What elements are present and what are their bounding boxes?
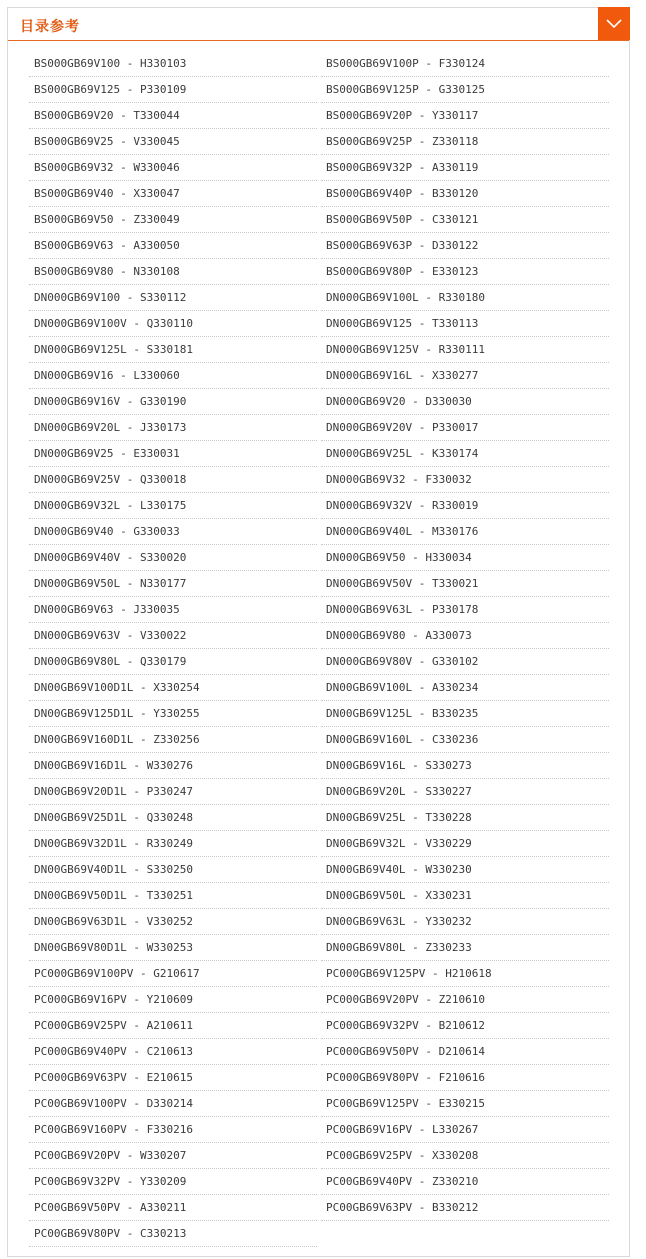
catalog-link[interactable]: BS000GB69V100 - H330103 bbox=[29, 51, 317, 77]
catalog-link[interactable]: PC00GB69V20PV - W330207 bbox=[29, 1143, 317, 1169]
catalog-link[interactable]: DN00GB69V32D1L - R330249 bbox=[29, 831, 317, 857]
catalog-link[interactable]: BS000GB69V32 - W330046 bbox=[29, 155, 317, 181]
catalog-link[interactable]: PC00GB69V80PV - C330213 bbox=[29, 1221, 317, 1247]
catalog-link[interactable]: PC000GB69V125PV - H210618 bbox=[321, 961, 609, 987]
catalog-link[interactable]: BS000GB69V40 - X330047 bbox=[29, 181, 317, 207]
catalog-link[interactable]: DN000GB69V20L - J330173 bbox=[29, 415, 317, 441]
chevron-down-icon bbox=[606, 19, 622, 29]
catalog-link[interactable]: DN00GB69V40L - W330230 bbox=[321, 857, 609, 883]
catalog-link[interactable]: DN00GB69V20D1L - P330247 bbox=[29, 779, 317, 805]
catalog-link[interactable]: BS000GB69V32P - A330119 bbox=[321, 155, 609, 181]
catalog-link[interactable]: DN00GB69V25L - T330228 bbox=[321, 805, 609, 831]
catalog-link[interactable]: BS000GB69V50P - C330121 bbox=[321, 207, 609, 233]
catalog-link[interactable]: DN000GB69V50V - T330021 bbox=[321, 571, 609, 597]
catalog-link[interactable]: PC00GB69V32PV - Y330209 bbox=[29, 1169, 317, 1195]
catalog-link[interactable]: BS000GB69V125P - G330125 bbox=[321, 77, 609, 103]
catalog-link[interactable]: DN00GB69V50L - X330231 bbox=[321, 883, 609, 909]
catalog-link[interactable]: DN000GB69V125 - T330113 bbox=[321, 311, 609, 337]
catalog-link[interactable]: BS000GB69V20P - Y330117 bbox=[321, 103, 609, 129]
catalog-link[interactable]: PC00GB69V50PV - A330211 bbox=[29, 1195, 317, 1221]
catalog-link[interactable]: DN00GB69V160D1L - Z330256 bbox=[29, 727, 317, 753]
catalog-link[interactable]: DN000GB69V125L - S330181 bbox=[29, 337, 317, 363]
catalog-link[interactable]: DN000GB69V32L - L330175 bbox=[29, 493, 317, 519]
catalog-link[interactable]: PC00GB69V125PV - E330215 bbox=[321, 1091, 609, 1117]
catalog-link[interactable]: PC000GB69V40PV - C210613 bbox=[29, 1039, 317, 1065]
catalog-link[interactable]: DN000GB69V50 - H330034 bbox=[321, 545, 609, 571]
catalog-link[interactable]: PC000GB69V20PV - Z210610 bbox=[321, 987, 609, 1013]
catalog-link[interactable]: DN000GB69V100V - Q330110 bbox=[29, 311, 317, 337]
catalog-link[interactable]: PC000GB69V32PV - B210612 bbox=[321, 1013, 609, 1039]
catalog-link[interactable]: PC00GB69V25PV - X330208 bbox=[321, 1143, 609, 1169]
catalog-link[interactable]: BS000GB69V20 - T330044 bbox=[29, 103, 317, 129]
catalog-link[interactable]: DN00GB69V63L - Y330232 bbox=[321, 909, 609, 935]
catalog-link[interactable]: DN00GB69V63D1L - V330252 bbox=[29, 909, 317, 935]
catalog-link[interactable]: DN00GB69V20L - S330227 bbox=[321, 779, 609, 805]
catalog-link[interactable]: DN000GB69V32 - F330032 bbox=[321, 467, 609, 493]
catalog-link[interactable]: DN000GB69V63V - V330022 bbox=[29, 623, 317, 649]
catalog-link[interactable]: DN000GB69V80 - A330073 bbox=[321, 623, 609, 649]
catalog-link[interactable]: DN000GB69V25L - K330174 bbox=[321, 441, 609, 467]
catalog-link[interactable]: DN000GB69V20 - D330030 bbox=[321, 389, 609, 415]
catalog-link[interactable]: DN000GB69V100 - S330112 bbox=[29, 285, 317, 311]
catalog-link[interactable]: DN000GB69V25V - Q330018 bbox=[29, 467, 317, 493]
catalog-link[interactable]: DN000GB69V50L - N330177 bbox=[29, 571, 317, 597]
catalog-link[interactable]: DN000GB69V32V - R330019 bbox=[321, 493, 609, 519]
catalog-link[interactable]: DN000GB69V100L - R330180 bbox=[321, 285, 609, 311]
catalog-link[interactable]: DN000GB69V125V - R330111 bbox=[321, 337, 609, 363]
catalog-link[interactable]: DN00GB69V100D1L - X330254 bbox=[29, 675, 317, 701]
catalog-link[interactable]: PC00GB69V16PV - L330267 bbox=[321, 1117, 609, 1143]
catalog-link[interactable]: DN000GB69V63L - P330178 bbox=[321, 597, 609, 623]
catalog-link[interactable]: PC00GB69V100PV - D330214 bbox=[29, 1091, 317, 1117]
catalog-link[interactable]: BS000GB69V63 - A330050 bbox=[29, 233, 317, 259]
catalog-link[interactable]: DN000GB69V16 - L330060 bbox=[29, 363, 317, 389]
catalog-link[interactable]: DN00GB69V100L - A330234 bbox=[321, 675, 609, 701]
catalog-link[interactable]: BS000GB69V100P - F330124 bbox=[321, 51, 609, 77]
catalog-link[interactable]: PC00GB69V63PV - B330212 bbox=[321, 1195, 609, 1221]
catalog-link[interactable]: BS000GB69V80 - N330108 bbox=[29, 259, 317, 285]
catalog-link[interactable]: DN000GB69V40 - G330033 bbox=[29, 519, 317, 545]
catalog-list bbox=[29, 51, 609, 1247]
catalog-link[interactable]: DN00GB69V50D1L - T330251 bbox=[29, 883, 317, 909]
catalog-link[interactable]: PC000GB69V63PV - E210615 bbox=[29, 1065, 317, 1091]
catalog-link[interactable]: DN000GB69V20V - P330017 bbox=[321, 415, 609, 441]
catalog-link[interactable]: PC000GB69V16PV - Y210609 bbox=[29, 987, 317, 1013]
catalog-link[interactable]: DN000GB69V16V - G330190 bbox=[29, 389, 317, 415]
catalog-link[interactable]: DN000GB69V63 - J330035 bbox=[29, 597, 317, 623]
catalog-link[interactable]: DN00GB69V40D1L - S330250 bbox=[29, 857, 317, 883]
catalog-link[interactable]: DN00GB69V125L - B330235 bbox=[321, 701, 609, 727]
panel-title: 目录参考 bbox=[20, 19, 80, 35]
catalog-link[interactable]: DN00GB69V16L - S330273 bbox=[321, 753, 609, 779]
collapse-button[interactable] bbox=[598, 7, 630, 40]
catalog-link[interactable]: DN00GB69V160L - C330236 bbox=[321, 727, 609, 753]
panel-header bbox=[8, 8, 629, 41]
catalog-link[interactable]: DN000GB69V80L - Q330179 bbox=[29, 649, 317, 675]
catalog-link[interactable]: PC00GB69V160PV - F330216 bbox=[29, 1117, 317, 1143]
catalog-link[interactable]: DN000GB69V25 - E330031 bbox=[29, 441, 317, 467]
catalog-link[interactable]: DN00GB69V80L - Z330233 bbox=[321, 935, 609, 961]
catalog-link[interactable]: PC000GB69V80PV - F210616 bbox=[321, 1065, 609, 1091]
catalog-link[interactable]: DN00GB69V25D1L - Q330248 bbox=[29, 805, 317, 831]
catalog-link[interactable]: DN000GB69V16L - X330277 bbox=[321, 363, 609, 389]
catalog-link[interactable]: BS000GB69V25P - Z330118 bbox=[321, 129, 609, 155]
catalog-link[interactable]: BS000GB69V40P - B330120 bbox=[321, 181, 609, 207]
catalog-link[interactable]: DN00GB69V32L - V330229 bbox=[321, 831, 609, 857]
catalog-link[interactable]: BS000GB69V80P - E330123 bbox=[321, 259, 609, 285]
catalog-link[interactable]: DN00GB69V80D1L - W330253 bbox=[29, 935, 317, 961]
catalog-link[interactable]: PC000GB69V25PV - A210611 bbox=[29, 1013, 317, 1039]
catalog-link[interactable]: BS000GB69V25 - V330045 bbox=[29, 129, 317, 155]
catalog-link[interactable]: PC000GB69V50PV - D210614 bbox=[321, 1039, 609, 1065]
catalog-link[interactable]: DN000GB69V40V - S330020 bbox=[29, 545, 317, 571]
catalog-link[interactable]: BS000GB69V125 - P330109 bbox=[29, 77, 317, 103]
catalog-link[interactable]: DN000GB69V40L - M330176 bbox=[321, 519, 609, 545]
catalog-link[interactable]: PC000GB69V100PV - G210617 bbox=[29, 961, 317, 987]
catalog-link[interactable]: DN000GB69V80V - G330102 bbox=[321, 649, 609, 675]
catalog-panel bbox=[7, 7, 630, 1257]
catalog-link[interactable]: DN00GB69V125D1L - Y330255 bbox=[29, 701, 317, 727]
catalog-link[interactable]: BS000GB69V50 - Z330049 bbox=[29, 207, 317, 233]
catalog-link[interactable]: BS000GB69V63P - D330122 bbox=[321, 233, 609, 259]
catalog-link[interactable]: PC00GB69V40PV - Z330210 bbox=[321, 1169, 609, 1195]
catalog-link[interactable]: DN00GB69V16D1L - W330276 bbox=[29, 753, 317, 779]
